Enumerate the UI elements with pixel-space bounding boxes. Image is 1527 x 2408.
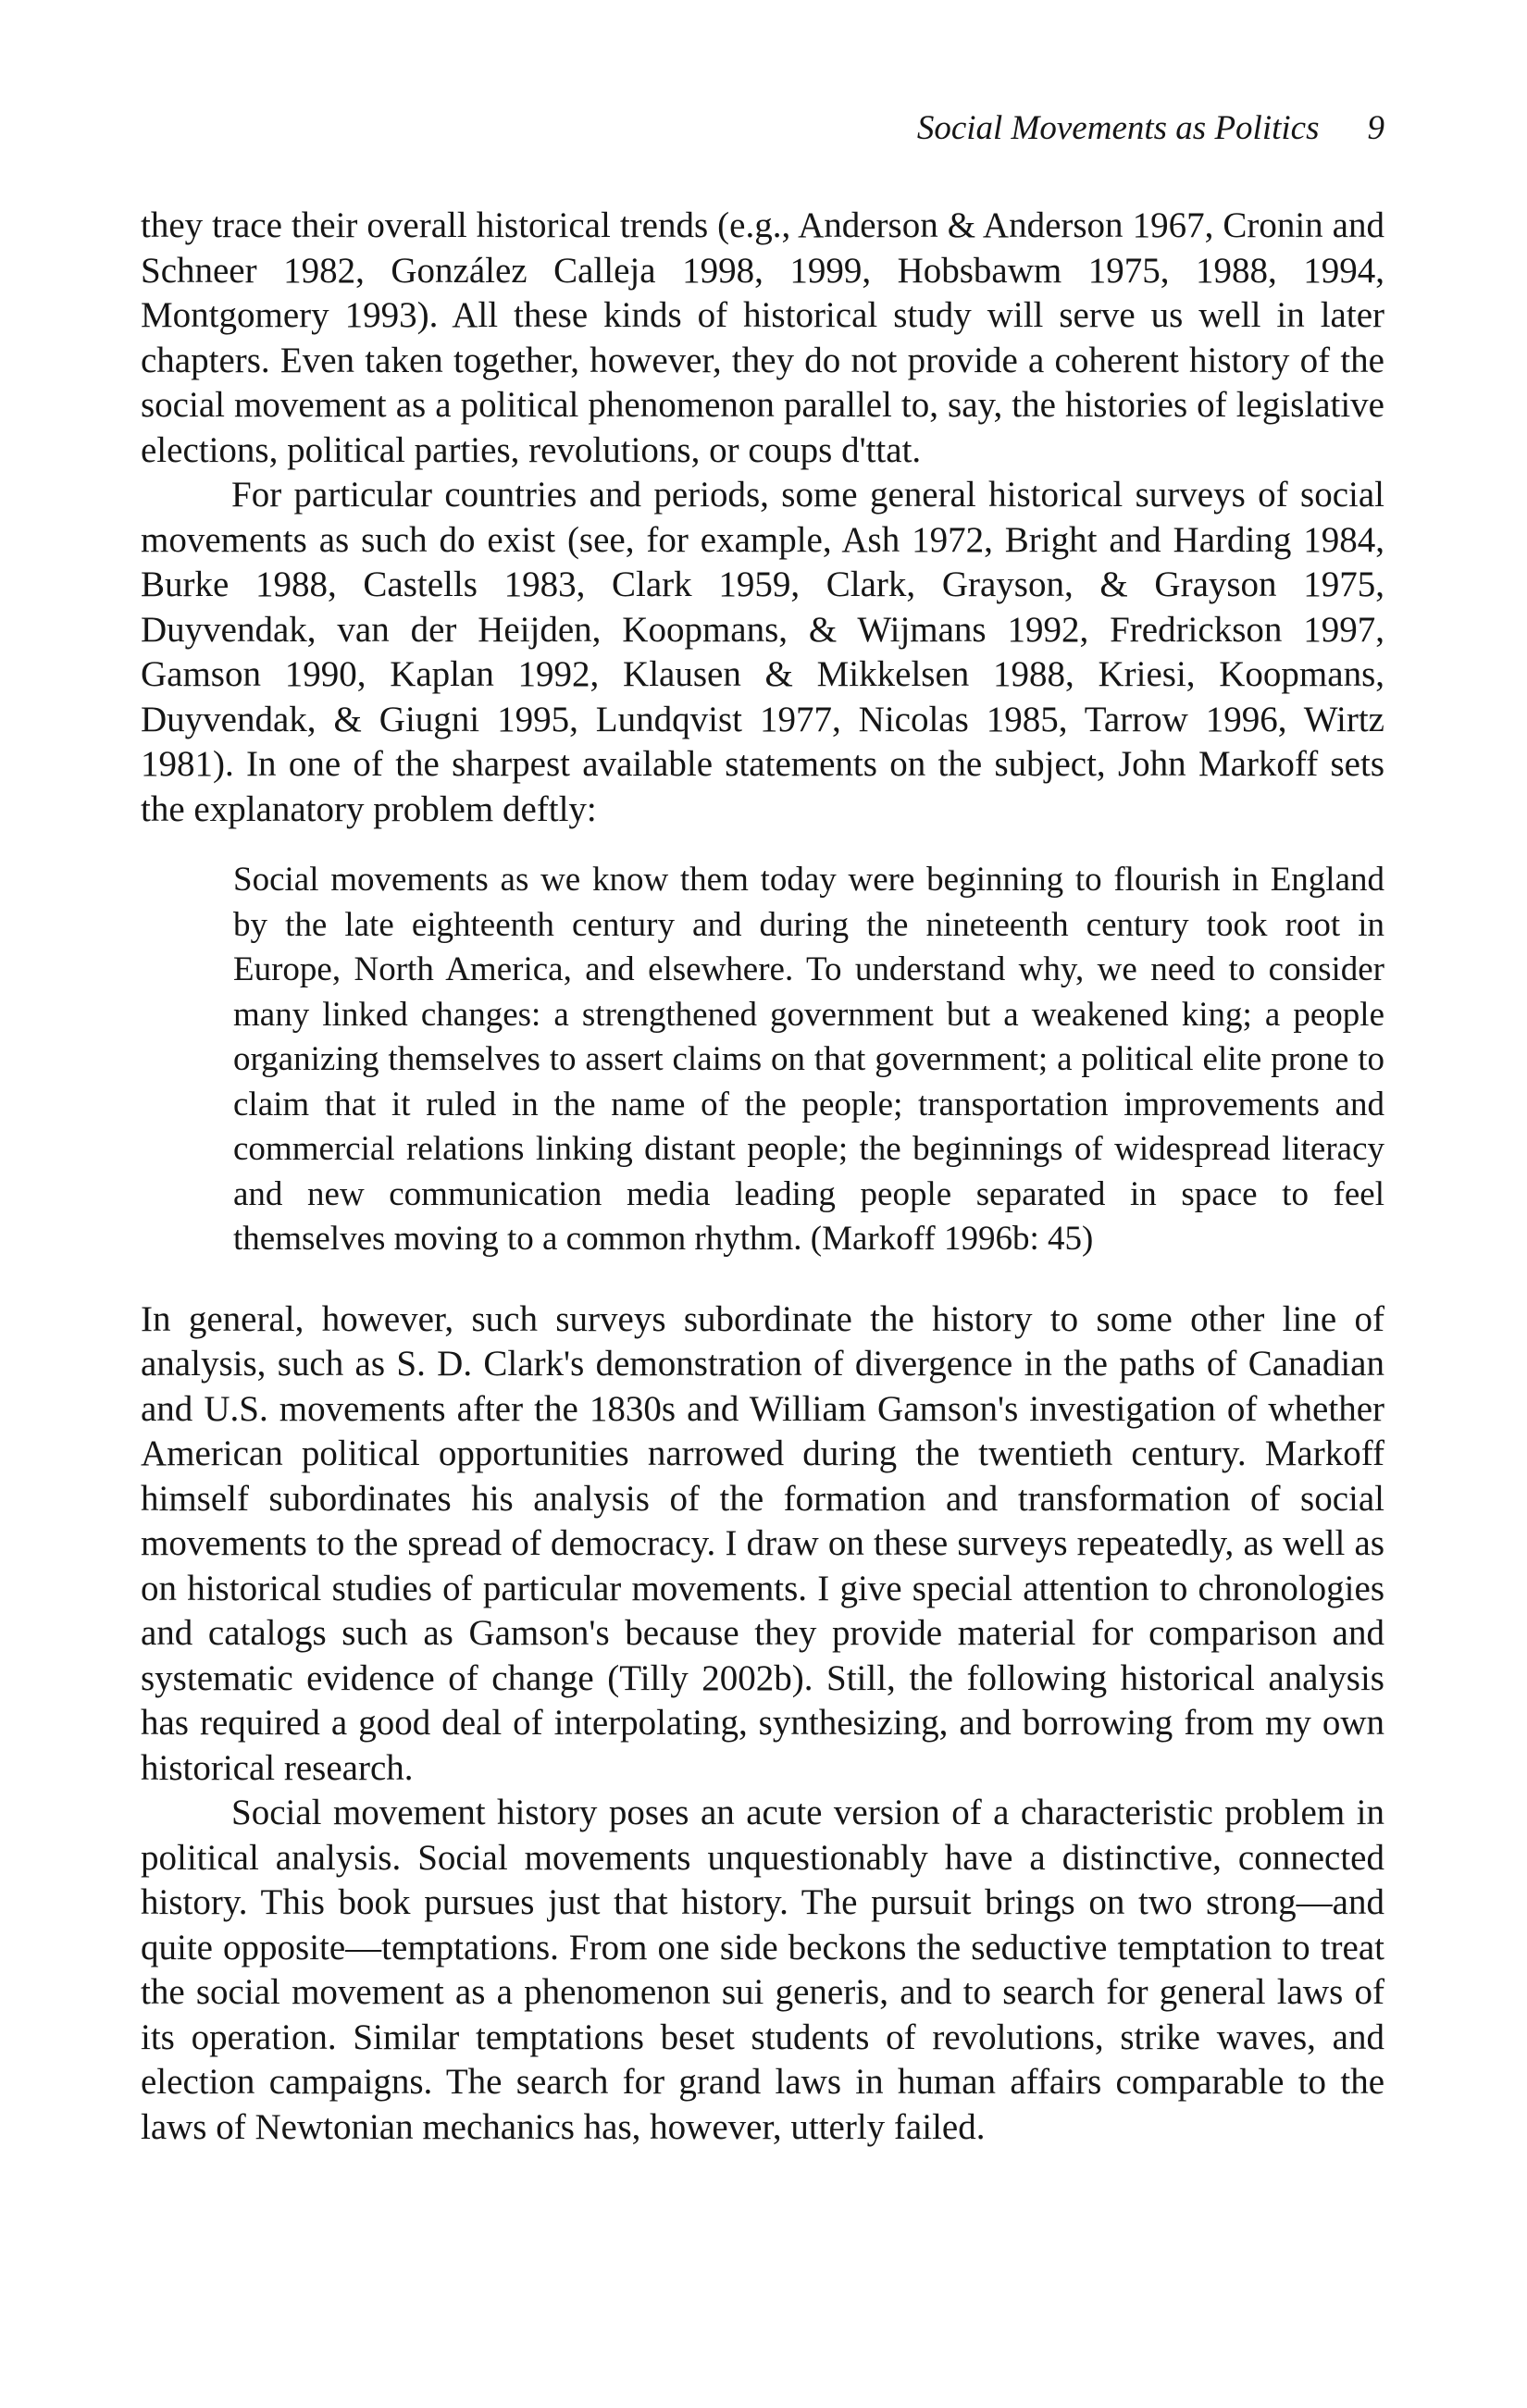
running-head-title: Social Movements as Politics xyxy=(916,109,1320,147)
block-quote-text: Social movements as we know them today were beginning to flourish in England by the late eighteenth century and during the nineteenth century took root in Europe, North America, and elsewhere. To understand why, we need to consider many linked changes: a strengthened government but a weakened king; a people organizing themselves to assert claims on that government; a political elite prone to claim that it ruled in the name of the people; transportation improvements and commercial relations linking distant people; the beginnings of widespread literacy and new communication media leading people separated in space to feel themselves moving to a common rhythm. (Markoff 1996b: 45) xyxy=(233,861,1384,1258)
page-number: 9 xyxy=(1367,109,1384,147)
paragraph-historical-surveys: For particular countries and periods, some general historical surveys of social movements as such do exist (see, for example, Ash 1972, Bright and Harding 1984, Burke 1988, Castells 1983, Clark 1959, Clark, Grayson, & Grayson 1975, Duyvendak, van der Heijden, Koopmans, & Wijmans 1992, Fredrickson 1997, Gamson 1990, Kaplan 1992, Klausen & Mikkelsen 1988, Kriesi, Koopmans, Duyvendak, & Giugni 1995, Lundqvist 1977, Nicolas 1985, Tarrow 1996, Wirtz 1981). In one of the sharpest available statements on the subject, John Markoff sets the explanatory problem deftly: xyxy=(141,475,1384,829)
block-quote xyxy=(233,858,1384,1262)
paragraph-movement-history: Social movement history poses an acute version of a characteristic problem in political analysis. Social movements unquestionably have a distinctive, connected history. This book pursues just that history. The pursuit brings on two strong—and quite opposite—temptations. From one side beckons the seductive temptation to treat the social movement as a phenomenon sui generis, and to search for general laws of its operation. Similar temptations beset students of revolutions, strike waves, and election campaigns. The search for grand laws in human affairs comparable to the laws of Newtonian mechanics has, however, utterly failed. xyxy=(141,1793,1384,2147)
paragraph-surveys-subordinate: In general, however, such surveys subordinate the history to some other line of analysis, such as S. D. Clark's demonstration of divergence in the paths of Canadian and U.S. movements after the 1830s and William Gamson's investigation of whether American political opportunities narrowed during the twentieth century. Markoff himself subordinates his analysis of the formation and transformation of social movements to the spread of democracy. I draw on these surveys repeatedly, as well as on historical studies of particular movements. I give special attention to chronologies and catalogs such as Gamson's because they provide material for comparison and systematic evidence of change (Tilly 2002b). Still, the following historical analysis has required a good deal of interpolating, synthesizing, and borrowing from my own historical research. xyxy=(141,1298,1384,1788)
paragraph-continued: they trace their overall historical trends (e.g., Anderson & Anderson 1967, Cronin and Schneer 1982, González Calleja 1998, 1999, Hobsbawm 1975, 1988, 1994, Montgomery 1993). All these kinds of historical study will serve us well in later chapters. Even taken together, however, they do not provide a coherent history of the social movement as a political phenomenon parallel to, say, the histories of legislative elections, political parties, revolutions, or coups d'ttat. xyxy=(141,205,1384,470)
running-head xyxy=(917,111,1384,145)
body-text xyxy=(141,204,1384,2150)
